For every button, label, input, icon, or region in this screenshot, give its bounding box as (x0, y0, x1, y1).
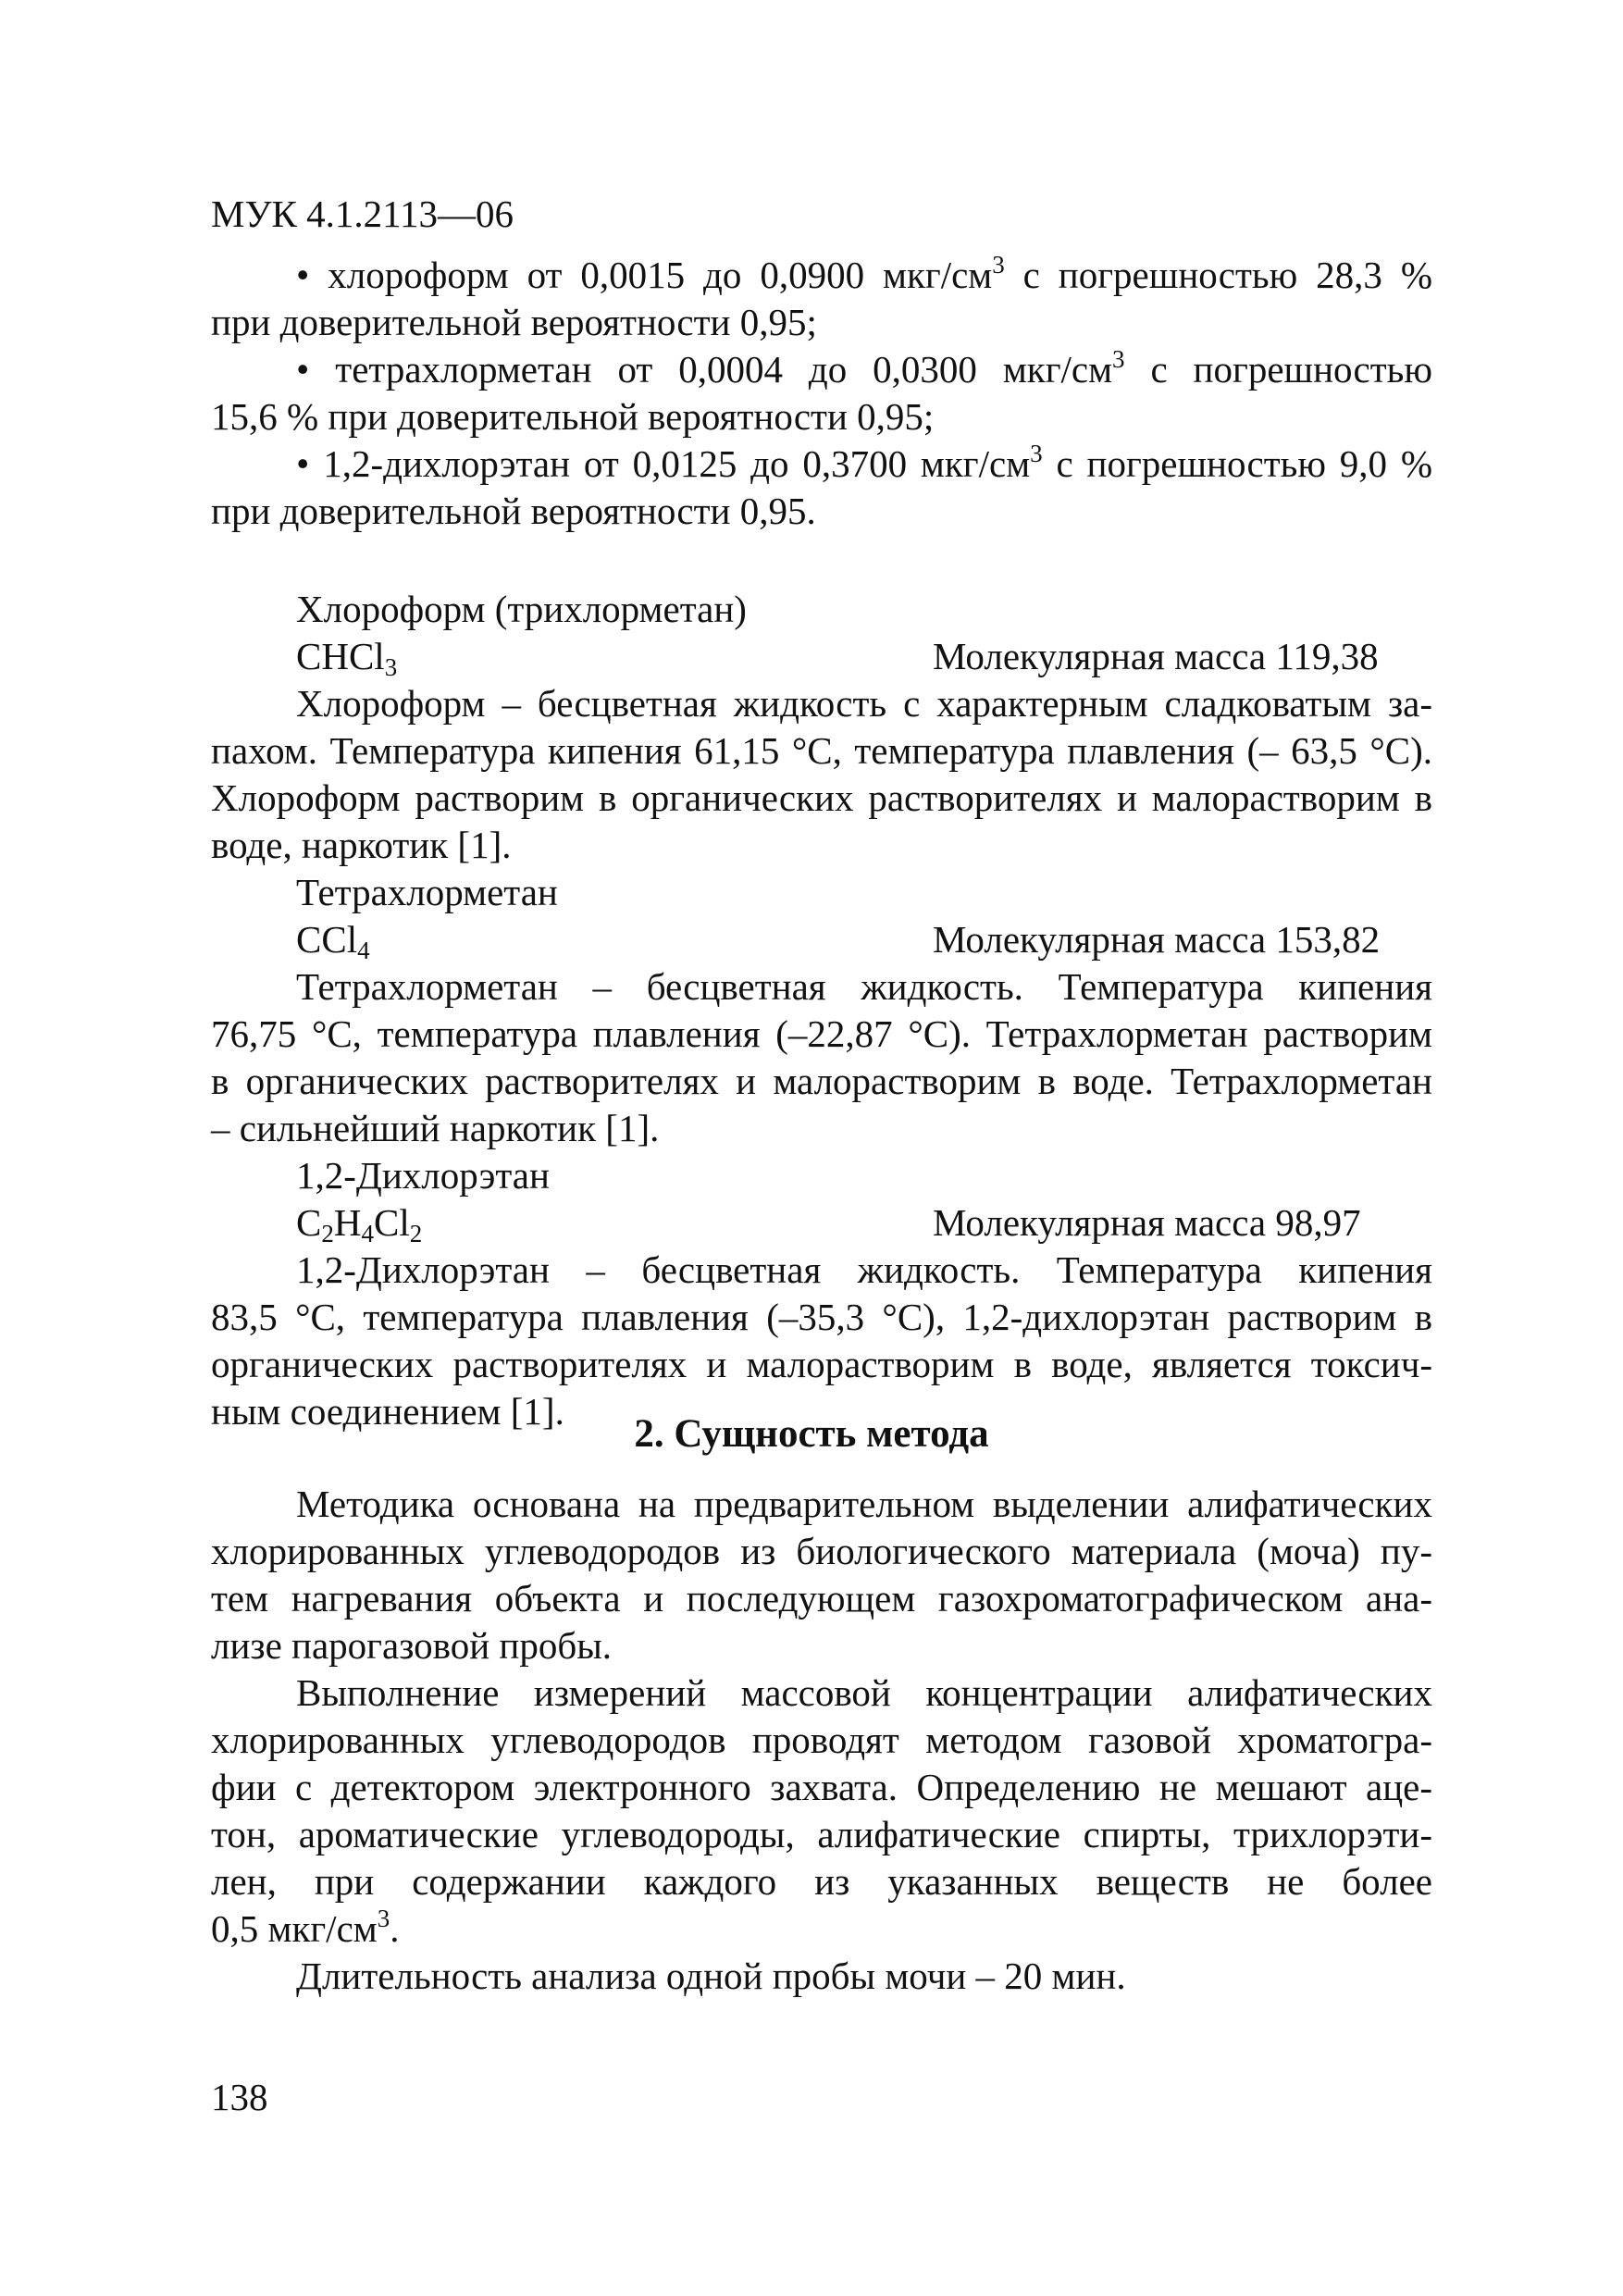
substance-name: Тетрахлорметан (296, 871, 558, 913)
bullet-item-line: • хлороформ от 0,0015 до 0,0900 мкг/$см^3$ с погрешностью 28,3 % (296, 251, 1432, 296)
bullet-list (211, 252, 1432, 535)
substance-description: Тетрахлорметан – бесцветная жидкость. Температура кипения 76,75 °С, температура плавления (–22,87 °С). Тетрахлорметан растворим в органических растворителях и малорастворим в воде. Тетрахлорметан – сильнейший наркотик [1]. (211, 965, 1432, 1149)
bullet-marker: • (296, 442, 310, 485)
chemical-formula: CHCl$_3$ (296, 635, 398, 681)
substance-name: 1,2-Дихлорэтан (296, 1154, 550, 1197)
chemical-formula: CCl$_4$ (296, 918, 370, 964)
document-code: МУК 4.1.2113—06 (211, 192, 514, 235)
page-number: 138 (211, 2076, 268, 2118)
paragraph: Методика основана на предварительном выделении алифатических хлорированных углеводородов из биологического материала (моча) пу- тем нагревания объекта и последующем газохроматографическом ана- лизе парогазовой пробы. (211, 1483, 1432, 1667)
bullet-item-line: • 1,2-дихлорэтан от 0,0125 до 0,3700 мкг/$см^3$ с погрешностью 9,0 % (296, 440, 1433, 485)
substance-description: Хлороформ – бесцветная жидкость с характерным сладковатым за- пахом. Температура кипения 61,15 °С, температура плавления (– 63,5 °С). Хлороформ растворим в органических растворителях и малорастворим в воде, наркотик [1]. (211, 682, 1432, 866)
molecular-mass: Молекулярная масса 153,82 (933, 918, 1381, 961)
bullet-marker: • (296, 254, 310, 296)
bullet-item-line: • тетрахлорметан от 0,0004 до 0,0300 мкг/$см^3$ с погрешностью (296, 345, 1432, 391)
paragraph: Длительность анализа одной пробы мочи – 20 мин. (296, 1955, 1126, 1997)
bullet-item-line: при доверительной вероятности 0,95; (211, 301, 817, 343)
paragraph: Выполнение измерений массовой концентрации алифатических хлорированных углеводородов проводят методом газовой хроматогра- фии с детектором электронного захвата. Определению не мешают аце- тон, ароматические углеводороды, алифатические спирты, трихлорэти- лен, при содержании каждого из указанных веществ не более 0,5 мкг/$см^3$. (211, 1671, 1432, 1950)
section-heading: 2. Сущность метода (634, 1412, 989, 1456)
molecular-mass: Молекулярная масса 119,38 (933, 635, 1379, 677)
molecular-mass: Молекулярная масса 98,97 (933, 1201, 1361, 1244)
bullet-marker: • (296, 348, 310, 391)
bullet-item-line: при доверительной вероятности 0,95. (211, 490, 816, 532)
chemical-formula: $C_2H_4Cl_2$ (296, 1201, 423, 1247)
substance-description: 1,2-Дихлорэтан – бесцветная жидкость. Температура кипения 83,5 °С, температура плавления (–35,3 °С), 1,2-дихлорэтан растворим в органических растворителях и малорастворим в воде, является токсич- ным соединением [1]. (211, 1248, 1432, 1433)
substance-name: Хлороформ (трихлорметан) (296, 588, 747, 630)
bullet-item-line: 15,6 % при доверительной вероятности 0,95; (211, 395, 935, 438)
